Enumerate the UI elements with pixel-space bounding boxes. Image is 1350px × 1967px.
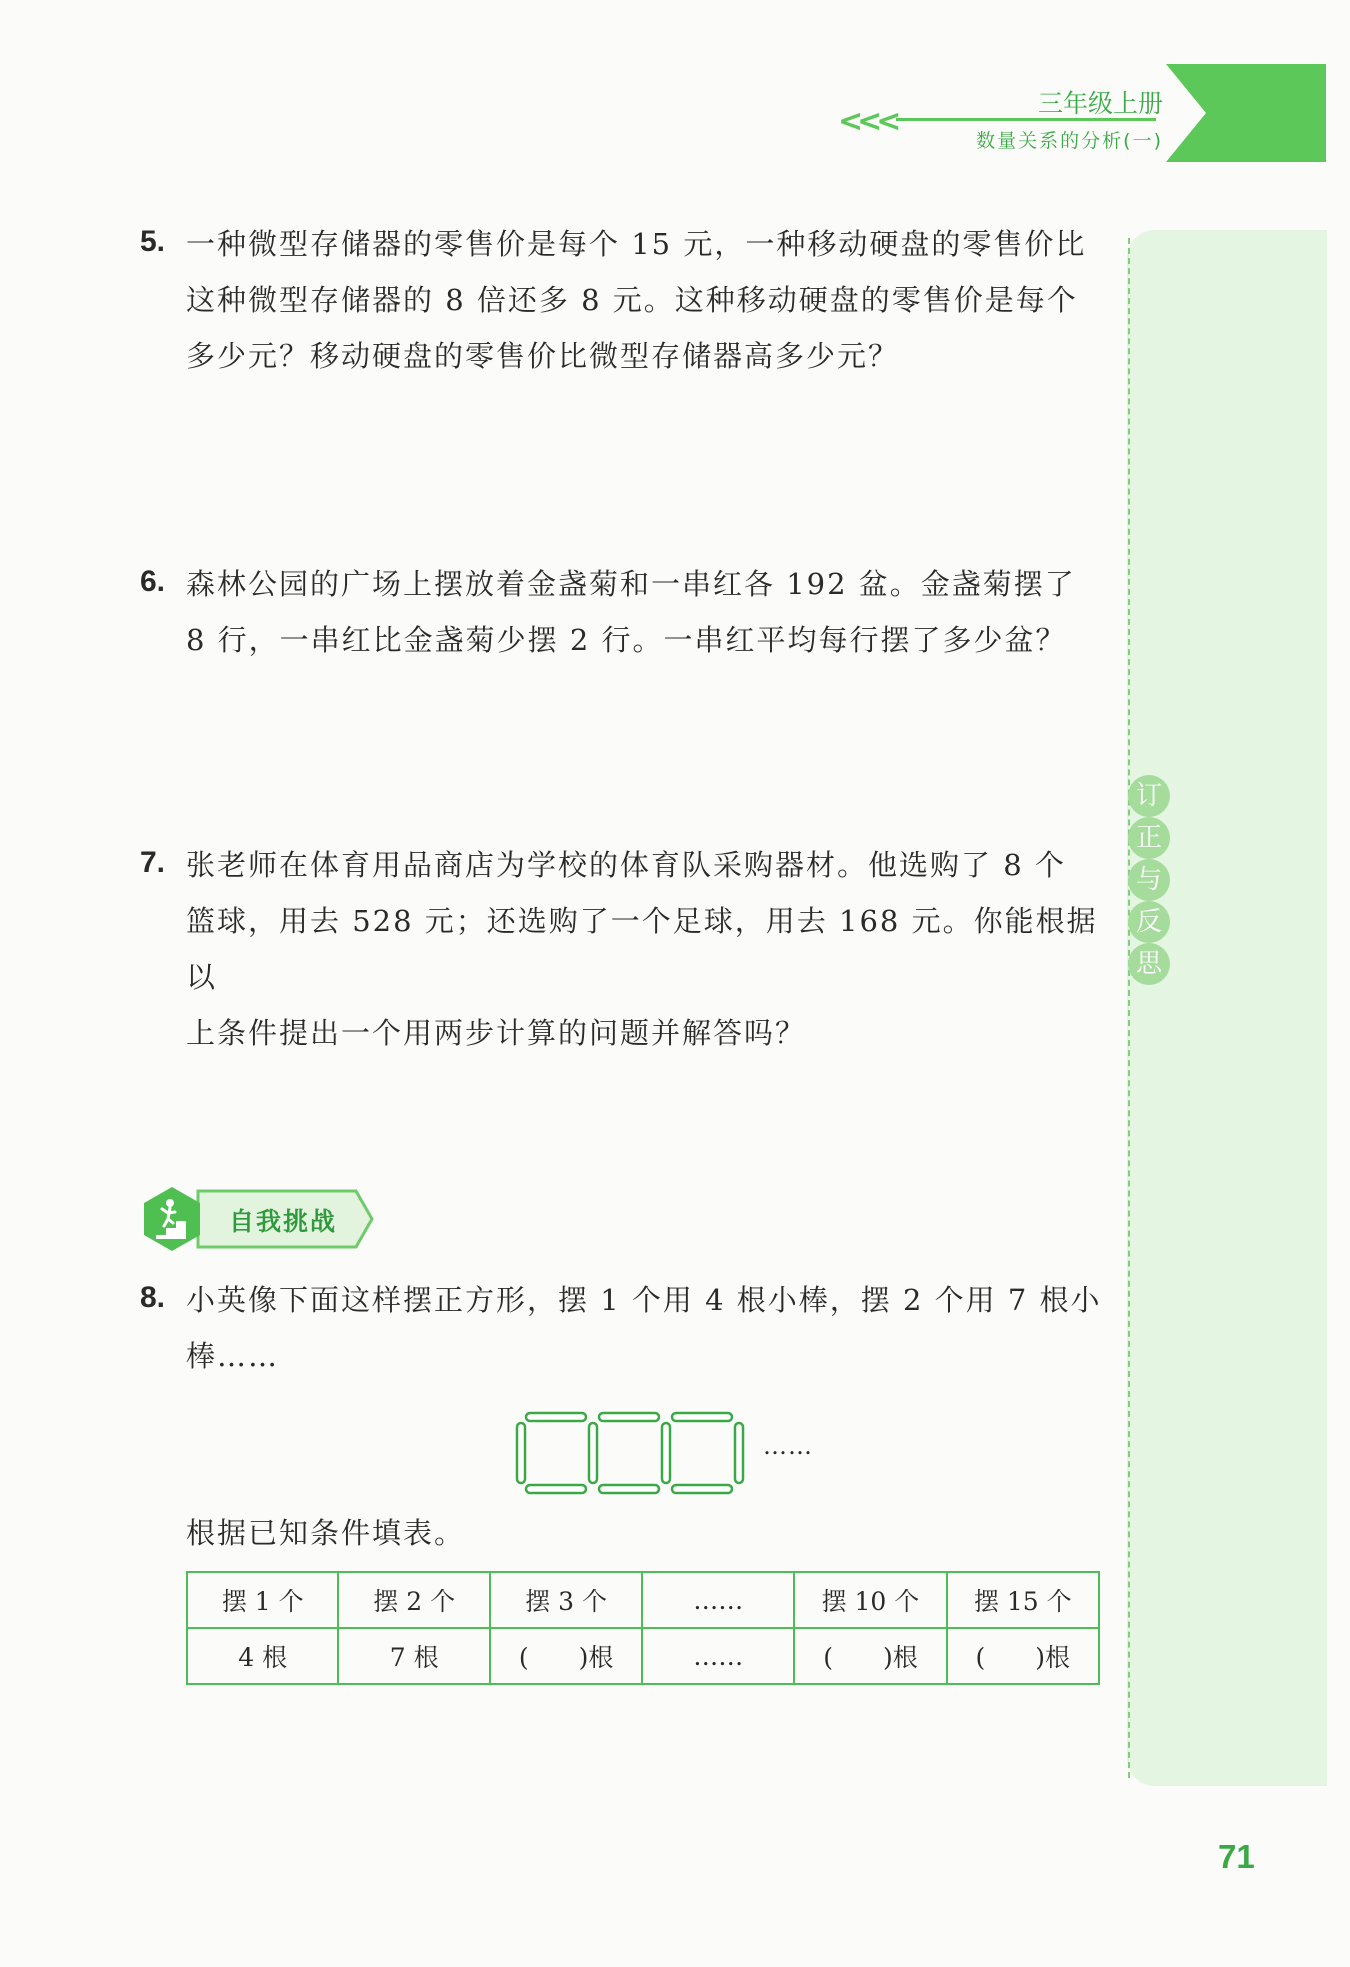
table-instruction: 根据已知条件填表。 xyxy=(186,1516,466,1550)
problem-6-number: 6. xyxy=(140,565,166,598)
side-label-char: 正 xyxy=(1128,817,1170,859)
stick-squares-figure xyxy=(514,1410,754,1496)
problem-line: 小英像下面这样摆正方形，摆 1 个用 4 根小棒，摆 2 个用 7 根小 xyxy=(186,1283,1102,1317)
table-cell: 摆 10 个 xyxy=(794,1572,946,1628)
answer-blank-cell[interactable]: ( )根 xyxy=(794,1628,946,1684)
book-title: 三年级上册 xyxy=(1037,89,1163,118)
side-label-char: 与 xyxy=(1128,859,1170,901)
vertical-stick xyxy=(662,1423,670,1483)
problem-7-text xyxy=(186,837,1116,1061)
problem-7-number: 7. xyxy=(140,846,166,879)
header-chevron-band xyxy=(1166,64,1326,162)
problem-line: 这种微型存储器的 8 倍还多 8 元。这种移动硬盘的零售价是每个 xyxy=(186,283,1078,317)
vertical-stick xyxy=(517,1423,525,1483)
table-row xyxy=(187,1628,1099,1684)
table-cell: 7 根 xyxy=(338,1628,489,1684)
correction-margin-panel xyxy=(1127,230,1327,1786)
vertical-stick xyxy=(589,1423,597,1483)
horizontal-stick xyxy=(526,1485,586,1493)
self-challenge-label: 自我挑战 xyxy=(229,1207,338,1236)
problem-line: 上条件提出一个用两步计算的问题并解答吗？ xyxy=(186,1016,807,1050)
table-cell: 摆 3 个 xyxy=(490,1572,642,1628)
margin-dashed-line xyxy=(1128,238,1130,1778)
problem-8-text xyxy=(186,1272,1116,1384)
fill-in-table xyxy=(186,1571,1100,1685)
table-cell: 摆 15 个 xyxy=(947,1572,1099,1628)
table-cell: …… xyxy=(642,1628,794,1684)
table-cell: 4 根 xyxy=(187,1628,338,1684)
problem-6-text xyxy=(186,556,1116,668)
horizontal-stick xyxy=(526,1413,586,1421)
figure-ellipsis: …… xyxy=(763,1432,813,1460)
page-number: 71 xyxy=(1218,1838,1255,1875)
side-label-char: 反 xyxy=(1128,901,1170,943)
answer-blank-cell[interactable]: ( )根 xyxy=(490,1628,642,1684)
problem-line: 8 行，一串红比金盏菊少摆 2 行。一串红平均每行摆了多少盆？ xyxy=(186,623,1067,657)
problem-5-number: 5. xyxy=(140,225,166,258)
problem-line: 多少元？移动硬盘的零售价比微型存储器高多少元？ xyxy=(186,339,900,373)
table-header-row xyxy=(187,1572,1099,1628)
side-label-char: 订 xyxy=(1128,775,1170,817)
answer-blank-cell[interactable]: ( )根 xyxy=(947,1628,1099,1684)
horizontal-stick xyxy=(599,1485,659,1493)
chapter-subtitle: 数量关系的分析(一) xyxy=(976,130,1163,152)
problem-line: 张老师在体育用品商店为学校的体育队采购器材。他选购了 8 个 xyxy=(186,848,1066,882)
side-label-char: 思 xyxy=(1128,943,1170,985)
problem-line: 棒…… xyxy=(186,1339,280,1373)
problem-line: 森林公园的广场上摆放着金盏菊和一串红各 192 盆。金盏菊摆了 xyxy=(186,567,1076,601)
table-cell: 摆 2 个 xyxy=(338,1572,489,1628)
problem-5-text xyxy=(186,216,1116,384)
problem-8-number: 8. xyxy=(140,1281,166,1314)
table-cell: …… xyxy=(642,1572,794,1628)
horizontal-stick xyxy=(672,1413,732,1421)
header-arrows: <<< xyxy=(838,104,896,139)
table-cell: 摆 1 个 xyxy=(187,1572,338,1628)
horizontal-stick xyxy=(672,1485,732,1493)
problem-line: 篮球，用去 528 元；还选购了一个足球，用去 168 元。你能根据以 xyxy=(186,904,1098,994)
horizontal-stick xyxy=(599,1413,659,1421)
problem-line: 一种微型存储器的零售价是每个 15 元，一种移动硬盘的零售价比 xyxy=(186,227,1087,261)
vertical-stick xyxy=(735,1423,743,1483)
